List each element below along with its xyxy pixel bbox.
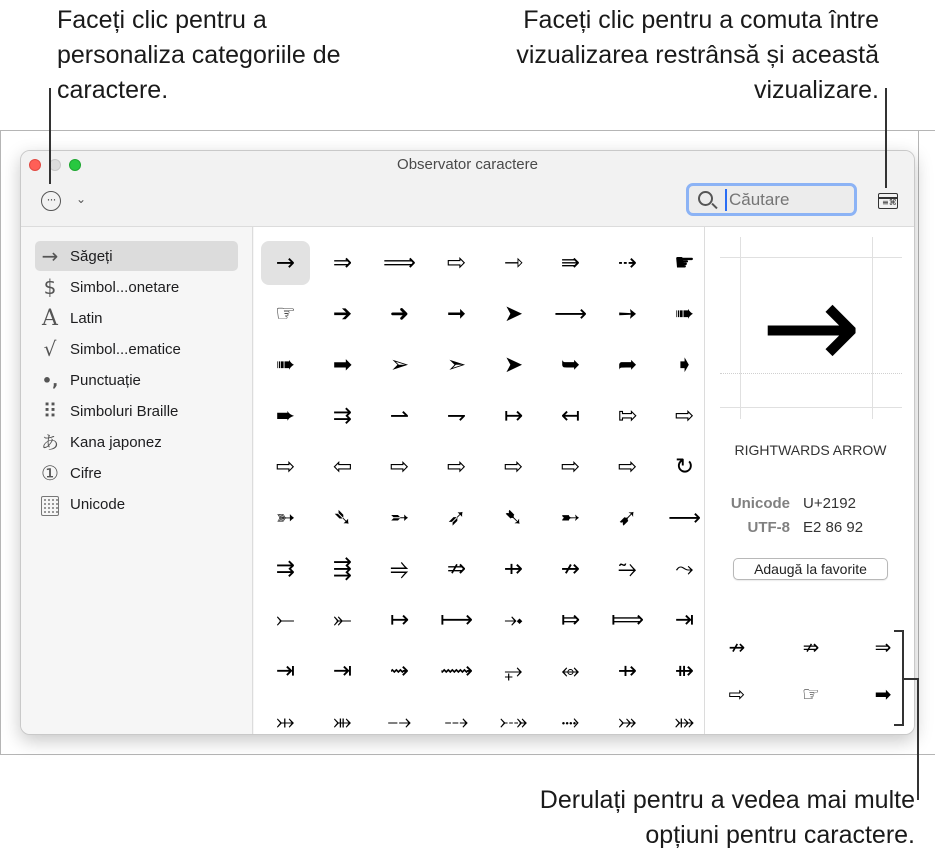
related-character[interactable]: ↛: [728, 635, 746, 659]
sidebar-item-currency[interactable]: [35, 272, 238, 302]
character-cell[interactable]: ⤏: [444, 709, 469, 735]
character-cell[interactable]: ➢: [389, 352, 410, 378]
character-cell[interactable]: ⇥: [332, 658, 353, 684]
character-cell[interactable]: ⤍: [387, 709, 412, 735]
sidebar-item-label: Săgeți: [70, 247, 113, 265]
unicode-value: U+2192: [803, 495, 856, 512]
latin-a-icon: A: [42, 305, 58, 331]
callout-customize-categories: Faceți clic pentru a personaliza categoriile de caractere.: [57, 6, 341, 104]
character-cell[interactable]: ⟹: [383, 250, 416, 276]
sidebar-item-label: Simboluri Braille: [70, 402, 179, 420]
character-cell[interactable]: ↻: [674, 454, 695, 480]
character-cell[interactable]: ➸: [560, 505, 581, 531]
selected-glyph: →: [760, 258, 862, 397]
related-character[interactable]: ⇨: [728, 682, 746, 706]
glyph-preview: [720, 237, 902, 419]
sidebar-item-digits[interactable]: [35, 458, 238, 488]
sidebar-item-arrows[interactable]: [35, 241, 238, 271]
sidebar-item-label: Unicode: [70, 495, 126, 513]
square-root-icon: √: [43, 337, 57, 361]
character-cell[interactable]: ⇸: [503, 556, 524, 582]
character-cell[interactable]: ⇨: [446, 250, 467, 276]
character-cell[interactable]: ⇸: [617, 658, 638, 684]
character-cell[interactable]: ⇒: [332, 250, 353, 276]
character-cell[interactable]: ➡: [332, 352, 353, 378]
leader-line-right: [885, 88, 887, 188]
kana-icon: あ: [41, 433, 59, 454]
related-character[interactable]: ➡: [874, 682, 892, 706]
related-character[interactable]: ☞: [802, 682, 820, 706]
character-detail-pane: [704, 227, 915, 735]
search-input[interactable]: [725, 189, 850, 211]
character-cell[interactable]: ➤: [503, 352, 524, 378]
character-cell[interactable]: ⥈: [561, 658, 580, 684]
unicode-label: Unicode: [730, 495, 790, 512]
character-cell[interactable]: ➜: [389, 301, 410, 327]
character-cell[interactable]: ⟿: [440, 658, 473, 684]
character-cell[interactable]: ➠: [275, 352, 296, 378]
character-cell[interactable]: ⤜: [333, 607, 352, 633]
circled-one-icon: ①: [41, 461, 59, 485]
window-title: Observator caractere: [397, 156, 538, 173]
related-character[interactable]: ⇒: [874, 635, 892, 659]
character-cell[interactable]: ⇥: [674, 607, 695, 633]
character-cell[interactable]: ⇨: [617, 454, 638, 480]
character-cell[interactable]: ➣: [446, 352, 467, 378]
character-cell[interactable]: ➷: [503, 505, 524, 531]
character-cell[interactable]: ⇉: [275, 556, 296, 582]
character-cell[interactable]: ⤞: [504, 607, 523, 633]
character-cell[interactable]: ↦: [503, 403, 524, 429]
sidebar-item-label: Latin: [70, 309, 103, 327]
leader-line-bottom-h: [904, 678, 918, 680]
utf8-value: E2 86 92: [803, 519, 864, 536]
related-character[interactable]: ⇏: [802, 635, 820, 659]
character-cell[interactable]: ⤑: [561, 709, 580, 735]
character-cell[interactable]: ⇨: [674, 403, 695, 429]
category-sidebar: [21, 227, 253, 735]
unicode-grid-icon: [35, 492, 65, 516]
sidebar-item-math[interactable]: [35, 334, 238, 364]
character-cell[interactable]: ⇨: [503, 454, 524, 480]
sidebar-item-braille[interactable]: [35, 396, 238, 426]
character-cell[interactable]: ⥲: [618, 556, 637, 582]
dollar-icon: $: [43, 275, 57, 299]
character-cell[interactable]: ↦: [389, 607, 410, 633]
character-cell[interactable]: ⇦: [332, 454, 353, 480]
punctuation-icon: •,: [41, 370, 59, 390]
character-cell[interactable]: ⇥: [275, 658, 296, 684]
character-cell[interactable]: ⤔: [276, 709, 295, 735]
sidebar-item-latin[interactable]: [35, 303, 238, 333]
character-cell[interactable]: ⇶: [332, 556, 353, 582]
character-cell[interactable]: ➧: [674, 352, 695, 378]
character-cell[interactable]: ⥅: [504, 658, 523, 684]
sidebar-item-label: Cifre: [70, 464, 102, 482]
character-cell[interactable]: ➶: [446, 505, 467, 531]
character-cell[interactable]: ➨: [275, 403, 296, 429]
character-cell[interactable]: ⤇: [560, 607, 581, 633]
sidebar-item-unicode[interactable]: [35, 489, 238, 519]
character-cell[interactable]: ➦: [617, 352, 638, 378]
leader-line-left: [49, 88, 51, 184]
callout-scroll-more: Derulați pentru a vedea mai multe opțiuni pentru caractere.: [539, 786, 915, 849]
character-cell[interactable]: ⇀: [389, 403, 410, 429]
character-cell[interactable]: ➴: [332, 505, 353, 531]
sidebar-item-punctuation[interactable]: [35, 365, 238, 395]
braille-icon: ⠿: [42, 399, 58, 423]
sidebar-item-label: Punctuație: [70, 371, 141, 389]
character-cell[interactable]: ⟼: [440, 607, 473, 633]
character-cell[interactable]: ⇛: [560, 250, 581, 276]
character-cell[interactable]: ⇰: [617, 403, 638, 429]
search-field[interactable]: [686, 183, 857, 216]
character-cell[interactable]: ⇨: [389, 454, 410, 480]
character-cell[interactable]: ⇁: [446, 403, 467, 429]
character-cell[interactable]: ⇾: [503, 250, 524, 276]
chevron-down-icon[interactable]: ⌄: [76, 192, 87, 206]
character-cell[interactable]: ↛: [560, 556, 581, 582]
character-grid: [254, 227, 704, 735]
utf8-label: UTF-8: [747, 519, 790, 536]
sidebar-item-kana[interactable]: [35, 427, 238, 457]
character-cell[interactable]: ➠: [674, 301, 695, 327]
character-cell[interactable]: ⇢: [617, 250, 638, 276]
character-cell[interactable]: ⟶: [668, 505, 701, 531]
character-cell[interactable]: ⥤: [390, 556, 409, 582]
arrow-icon: →: [41, 244, 59, 268]
character-name: RIGHTWARDS ARROW: [734, 442, 887, 458]
character-cell[interactable]: ➙: [617, 301, 638, 327]
frame-left-edge: [0, 130, 1, 755]
character-cell[interactable]: ⇉: [332, 403, 353, 429]
character-cell[interactable]: ⤐: [499, 709, 528, 735]
character-cell[interactable]: ⇻: [674, 658, 695, 684]
character-cell[interactable]: ⇨: [446, 454, 467, 480]
character-cell[interactable]: ⇝: [389, 658, 410, 684]
character-cell[interactable]: ⇨: [275, 454, 296, 480]
character-cell[interactable]: ⇨: [560, 454, 581, 480]
character-cell[interactable]: ⤗: [674, 709, 695, 735]
character-cell[interactable]: ☛: [674, 250, 695, 276]
character-viewer-window: [20, 150, 915, 735]
character-cell[interactable]: ⤖: [618, 709, 637, 735]
callout-toggle-view: Faceți clic pentru a comuta între vizualizarea restrânsă și această vizualizare.: [516, 6, 879, 104]
leader-line-bottom-v: [917, 678, 919, 800]
character-cell[interactable]: ↤: [560, 403, 581, 429]
sidebar-item-label: Kana japonez: [70, 433, 162, 451]
character-cell[interactable]: ➵: [389, 505, 410, 531]
character-cell[interactable]: ➥: [560, 352, 581, 378]
character-cell[interactable]: ➤: [503, 301, 524, 327]
character-cell[interactable]: ⟶: [554, 301, 587, 327]
sidebar-item-label: Simbol...onetare: [70, 278, 180, 296]
character-cell[interactable]: ⤳: [675, 556, 694, 582]
character-cell[interactable]: ⇏: [446, 556, 467, 582]
search-icon: [698, 191, 713, 206]
character-cell[interactable]: ☞: [275, 301, 296, 327]
character-cell[interactable]: ⤕: [333, 709, 352, 735]
character-cell[interactable]: ➹: [617, 505, 638, 531]
character-cell[interactable]: ⤚: [276, 607, 295, 633]
character-cell[interactable]: ⟾: [611, 607, 644, 633]
character-cell[interactable]: ➔: [332, 301, 353, 327]
character-cell[interactable]: ➳: [275, 505, 296, 531]
toggle-view-glyph: ≡⌘: [882, 198, 897, 207]
scroll-bracket: [894, 630, 904, 726]
frame-right-edge: [918, 130, 919, 755]
character-cell[interactable]: ➞: [446, 301, 467, 327]
more-options-icon[interactable]: ···: [41, 191, 61, 211]
sidebar-item-label: Simbol...ematice: [70, 340, 181, 358]
add-to-favorites-button[interactable]: Adaugă la favorite: [733, 558, 888, 580]
toggle-view-icon[interactable]: [878, 193, 898, 209]
title-bar: [21, 151, 914, 227]
character-cell[interactable]: →: [261, 241, 310, 285]
